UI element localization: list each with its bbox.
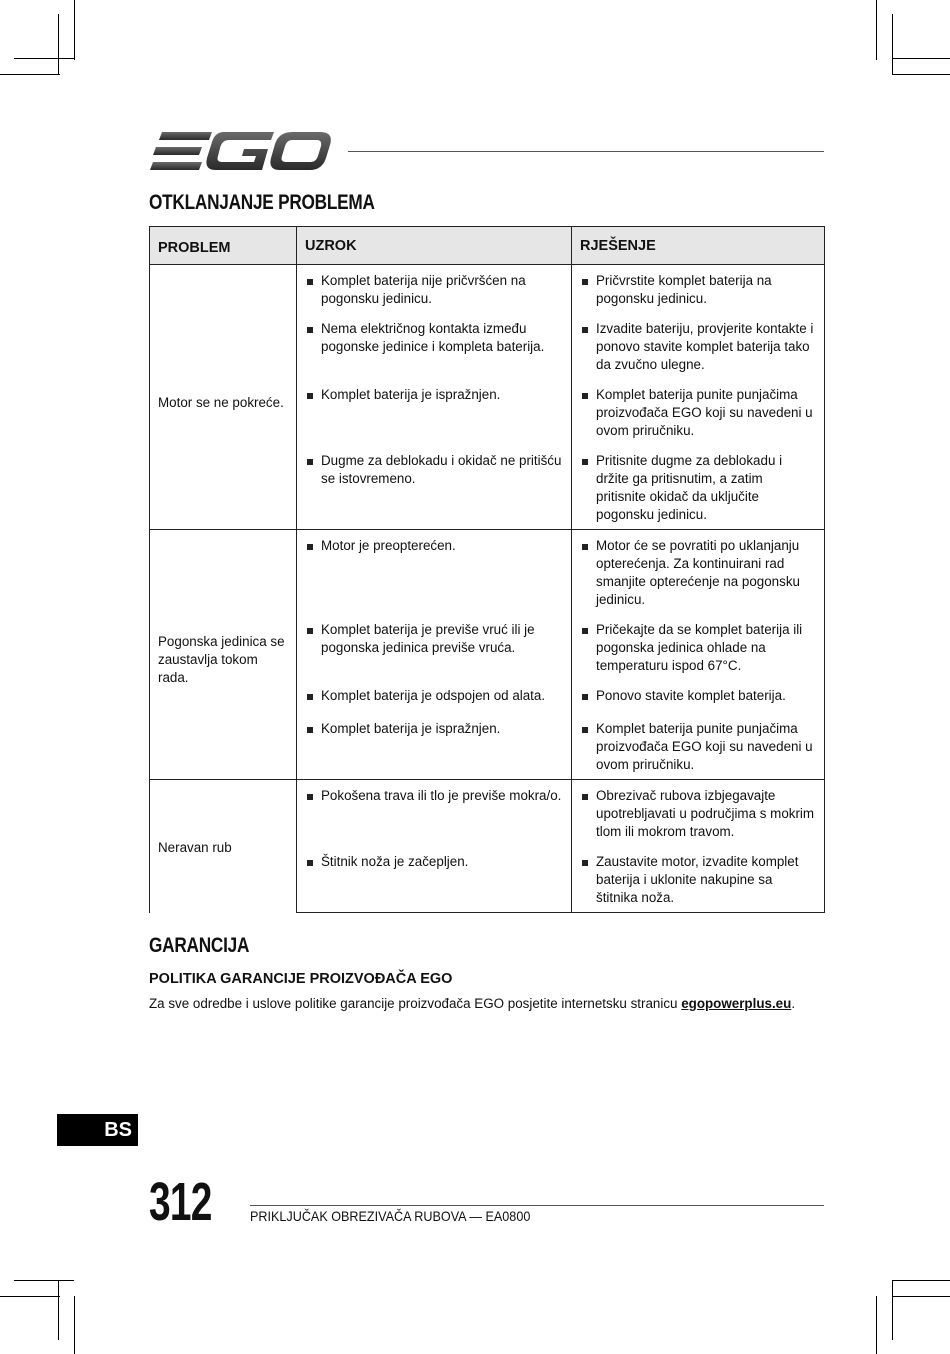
solution-cell — [572, 780, 825, 854]
warranty-link[interactable]: egopowerplus.eu — [681, 996, 792, 1011]
warranty-text — [149, 996, 795, 1011]
crop-mark — [892, 1296, 950, 1297]
cause-text: Komplet baterija je ispražnjen. — [305, 386, 563, 404]
crop-mark — [892, 1280, 893, 1340]
crop-mark — [74, 0, 75, 60]
cause-cell — [297, 720, 572, 780]
crop-mark — [892, 58, 950, 59]
header-solution: RJEŠENJE — [572, 227, 825, 265]
crop-mark — [58, 1280, 59, 1340]
solution-cell — [572, 621, 825, 687]
solution-text: Pričekajte da se komplet baterija ili pogonska jedinica ohlade na temperaturu ispod 67°C. — [580, 621, 816, 675]
crop-mark — [892, 14, 893, 74]
footer-rule — [250, 1205, 824, 1206]
solution-cell — [572, 530, 825, 622]
header-cause: UZROK — [297, 227, 572, 265]
ego-logo — [150, 130, 332, 172]
cause-text: Pokošena trava ili tlo je previše mokra/o. — [305, 787, 563, 805]
cause-cell — [297, 780, 572, 854]
solution-cell — [572, 687, 825, 720]
crop-mark — [892, 1280, 950, 1281]
ego-logo-mark — [150, 130, 332, 172]
cause-cell — [297, 386, 572, 452]
cause-text: Komplet baterija je previše vruć ili je pogonska jedinica previše vruća. — [305, 621, 563, 657]
solution-text: Zaustavite motor, izvadite komplet baterija i uklonite nakupine sa štitnika noža. — [580, 853, 816, 907]
cause-text: Motor je preopterećen. — [305, 537, 563, 555]
cause-cell — [297, 853, 572, 913]
solution-cell — [572, 386, 825, 452]
crop-mark — [0, 1296, 60, 1297]
problem-cell: Neravan rub — [150, 780, 297, 913]
solution-text: Pritisnite dugme za deblokadu i držite ga pritisnutim, a zatim pritisnite okidač da uključite pogonsku jedinicu. — [580, 452, 816, 524]
cause-text: Komplet baterija je odspojen od alata. — [305, 687, 563, 705]
crop-mark — [876, 1296, 877, 1354]
cause-cell — [297, 452, 572, 530]
troubleshooting-table — [149, 226, 825, 913]
crop-mark — [14, 1280, 74, 1281]
cause-cell — [297, 687, 572, 720]
cause-text: Komplet baterija nije pričvršćen na pogonsku jedinicu. — [305, 272, 563, 308]
cause-text: Nema električnog kontakta između pogonske jedinice i kompleta baterija. — [305, 320, 563, 356]
solution-text: Izvadite bateriju, provjerite kontakte i ponovo stavite komplet baterija tako da zvučno ulegne. — [580, 320, 816, 374]
solution-cell — [572, 320, 825, 386]
table-header-row — [150, 227, 825, 265]
problem-cell: Pogonska jedinica se zaustavlja tokom rada. — [150, 530, 297, 780]
table-row — [150, 265, 825, 321]
cause-text: Komplet baterija je ispražnjen. — [305, 720, 563, 738]
cause-text: Dugme za deblokadu i okidač ne pritišću se istovremeno. — [305, 452, 563, 488]
troubleshooting-title: OTKLANJANJE PROBLEMA — [149, 191, 375, 214]
cause-cell — [297, 530, 572, 622]
warranty-title: GARANCIJA — [149, 934, 250, 957]
warranty-text-end: . — [791, 996, 796, 1011]
solution-cell — [572, 265, 825, 321]
crop-mark — [876, 0, 877, 60]
header-problem: PROBLEM — [150, 227, 297, 265]
warranty-subtitle: POLITIKA GARANCIJE PROIZVOĐAČA EGO — [149, 971, 453, 987]
table-row — [150, 780, 825, 854]
crop-mark — [0, 74, 60, 75]
solution-cell — [572, 452, 825, 530]
warranty-text-main: Za sve odredbe i uslove politike garancije proizvođača EGO posjetite internetsku stranicu — [149, 996, 682, 1011]
solution-text: Komplet baterija punite punjačima proizvođača EGO koji su navedeni u ovom priručniku. — [580, 386, 816, 440]
header-rule — [348, 151, 824, 152]
footer-doc-title: PRIKLJUČAK OBREZIVAČA RUBOVA — EA0800 — [250, 1208, 531, 1224]
page-number: 312 — [149, 1172, 212, 1232]
solution-text: Obrezivač rubova izbjegavajte upotrebljavati u područjima s mokrim tlom ili mokrom travom. — [580, 787, 816, 841]
problem-cell: Motor se ne pokreće. — [150, 265, 297, 530]
cause-text: Štitnik noža je začepljen. — [305, 853, 563, 871]
crop-mark — [14, 58, 74, 59]
solution-cell — [572, 853, 825, 913]
crop-mark — [74, 1296, 75, 1354]
table-row — [150, 530, 825, 622]
cause-cell — [297, 320, 572, 386]
crop-mark — [892, 74, 950, 75]
cause-cell — [297, 265, 572, 321]
language-tab: BS — [57, 1114, 138, 1146]
solution-text: Pričvrstite komplet baterija na pogonsku jedinicu. — [580, 272, 816, 308]
solution-text: Ponovo stavite komplet baterija. — [580, 687, 816, 705]
solution-text: Komplet baterija punite punjačima proizvođača EGO koji su navedeni u ovom priručniku. — [580, 720, 816, 774]
solution-cell — [572, 720, 825, 780]
cause-cell — [297, 621, 572, 687]
crop-mark — [58, 14, 59, 74]
solution-text: Motor će se povratiti po uklanjanju opterećenja. Za kontinuirani rad smanjite opterećenje na pogonsku jedinicu. — [580, 537, 816, 609]
